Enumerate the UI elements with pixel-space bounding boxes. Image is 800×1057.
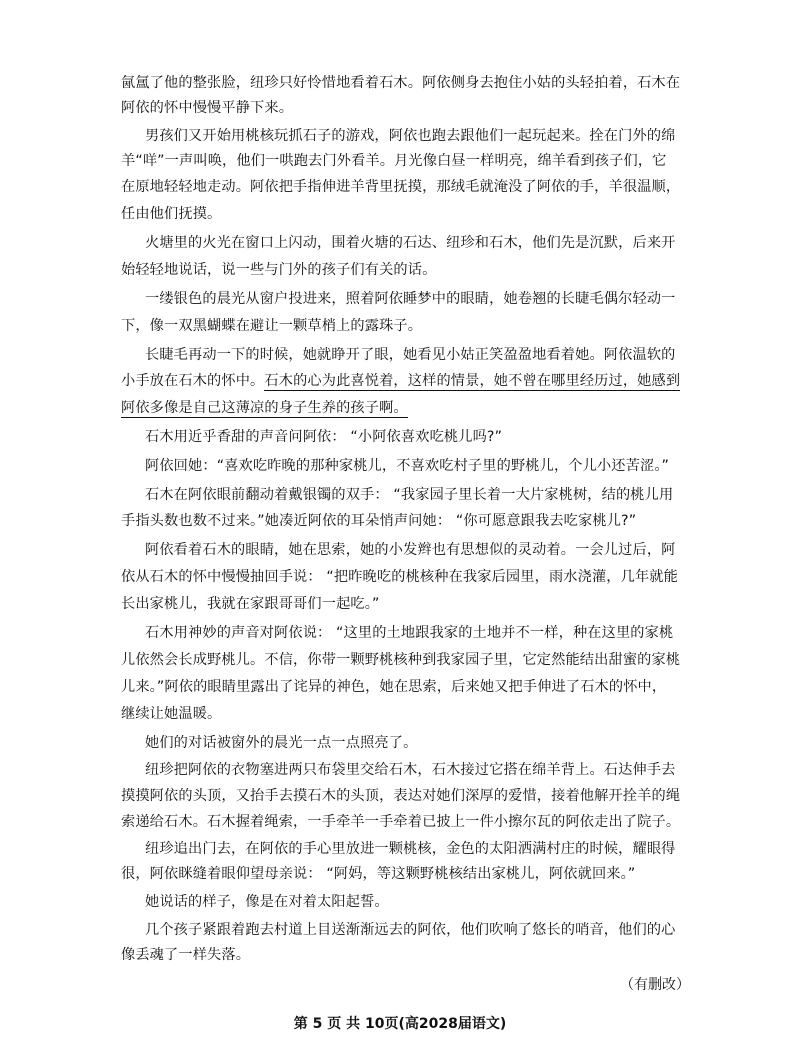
text-line-13 — [121, 399, 408, 417]
text-line-30: 很，阿依眯缝着眼仰望母亲说： “阿妈，等这颗野桃核结出家桃儿，阿依就回来。” — [121, 866, 636, 882]
source-note: （有删改） — [620, 977, 690, 993]
text-line-9: 一缕银色的晨光从窗户投进来，照着阿依睡梦中的眼睛，她卷翘的长睫毛偶尔轻动一 — [145, 291, 676, 307]
text-line-31: 她说话的样子，像是在对着太阳起誓。 — [145, 894, 389, 910]
text-line-7: 火塘里的火光在窗口上闪动，围着火塘的石达、纽珍和石木，他们先是沉默，后来开 — [145, 235, 676, 251]
text-line-6: 任由他们抚摸。 — [121, 206, 222, 222]
text-line-24: 继续让她温暖。 — [121, 706, 222, 722]
page-footer: 第 5 页 共 10页(高2028届语文) — [293, 1016, 507, 1032]
text-line-14: 石木用近乎香甜的声音问阿依： “小阿依喜欢吃桃儿吗?” — [145, 429, 503, 445]
text-line-26: 纽珍把阿依的衣物塞进两只布袋里交给石木，石木接过它搭在绵羊背上。石达伸手去 — [145, 762, 676, 778]
text-line-32: 几个孩子紧跟着跑去村道上目送渐渐远去的阿依，他们吹响了悠长的哨音，他们的心 — [145, 922, 676, 938]
text-line-23: 儿来。”阿依的眼睛里露出了诧异的神色，她在思索，后来她又把手伸进了石木的怀中， — [121, 679, 667, 695]
text-line-16: 石木在阿依眼前翻动着戴银镯的双手： “我家园子里长着一大片家桃树，结的桃儿用 — [145, 487, 674, 503]
text-line-21: 石木用神妙的声音对阿依说： “这里的土地跟我家的土地并不一样，种在这里的家桃 — [145, 625, 674, 641]
text-line-4: 羊“咩”一声叫唤，他们一哄跑去门外看羊。月光像白昼一样明亮，绵羊看到孩子们，它 — [121, 153, 667, 169]
underlined-sentence-end: 阿依多像是自己这薄凉的身子生养的孩子啊。 — [121, 400, 408, 416]
text-line-1: 氤氲了他的整张脸，纽珍只好怜惜地看着石木。阿依侧身去抱住小姑的头轻拍着，石木在 — [121, 75, 681, 91]
text-line-22: 儿依然会长成野桃儿。不信，你带一颗野桃核种到我家园子里，它定然能结出甜蜜的家桃 — [121, 652, 681, 668]
text-line-20: 长出家桃儿，我就在家跟哥哥们一起吃。” — [121, 596, 380, 612]
text-line-18: 阿依看着石木的眼睛，她在思索，她的小发辫也有思想似的灵动着。一会儿过后，阿 — [145, 542, 676, 558]
text-line-3: 男孩们又开始用桃核玩抓石子的游戏，阿依也跑去跟他们一起玩起来。拴在门外的绵 — [145, 128, 676, 144]
text-line-8: 始轻轻地说话，说一些与门外的孩子们有关的话。 — [121, 262, 437, 278]
text-line-33: 像丢魂了一样失落。 — [121, 947, 251, 963]
text-line-12: 小手放在石木的怀中。石木的心为此喜悦着，这样的情景，她不曾在哪里经历过，她感到 — [121, 373, 681, 389]
text-line-5: 在原地轻轻地走动。阿依把手指伸进羊背里抚摸，那绒毛就淹没了阿依的手，羊很温顺， — [121, 179, 681, 195]
text-line-11: 长睫毛再动一下的时候，她就睁开了眼，她看见小姑正笑盈盈地看着她。阿依温软的 — [145, 347, 676, 363]
text-line-28: 索递给石木。石木握着绳索，一手牵羊一手牵着已披上一件小擦尔瓦的阿依走出了院子。 — [121, 814, 681, 830]
text-line-15: 阿依回她：“喜欢吃昨晚的那种家桃儿，不喜欢吃村子里的野桃儿，个儿小还苦涩。” — [145, 458, 670, 474]
text-line-2: 阿依的怀中慢慢平静下来。 — [121, 100, 294, 116]
text-line-19: 依从石木的怀中慢慢抽回手说： “把昨晚吃的桃核种在我家后园里，雨水浇灌，几年就能 — [121, 569, 678, 585]
text-line-25: 她们的对话被窗外的晨光一点一点照亮了。 — [145, 735, 418, 751]
text-line-27: 摸摸阿依的头顶，又抬手去摸石木的头顶，表达对她们深厚的爱惜，接着他解开拴羊的绳 — [121, 788, 681, 804]
text-line-29: 纽珍追出门去，在阿依的手心里放进一颗桃核，金色的太阳洒满村庄的时候，耀眼得 — [145, 841, 676, 857]
underlined-sentence: 石木的心为此喜悦着，这样的情景，她不曾在哪里经历过，她感到 — [264, 373, 681, 389]
text-line-17: 手指头数也数不过来。”她凑近阿依的耳朵悄声问她： “你可愿意跟我去吃家桃儿?” — [121, 513, 637, 529]
text-line-10: 下，像一双黑蝴蝶在避让一颗草梢上的露珠子。 — [121, 318, 423, 334]
